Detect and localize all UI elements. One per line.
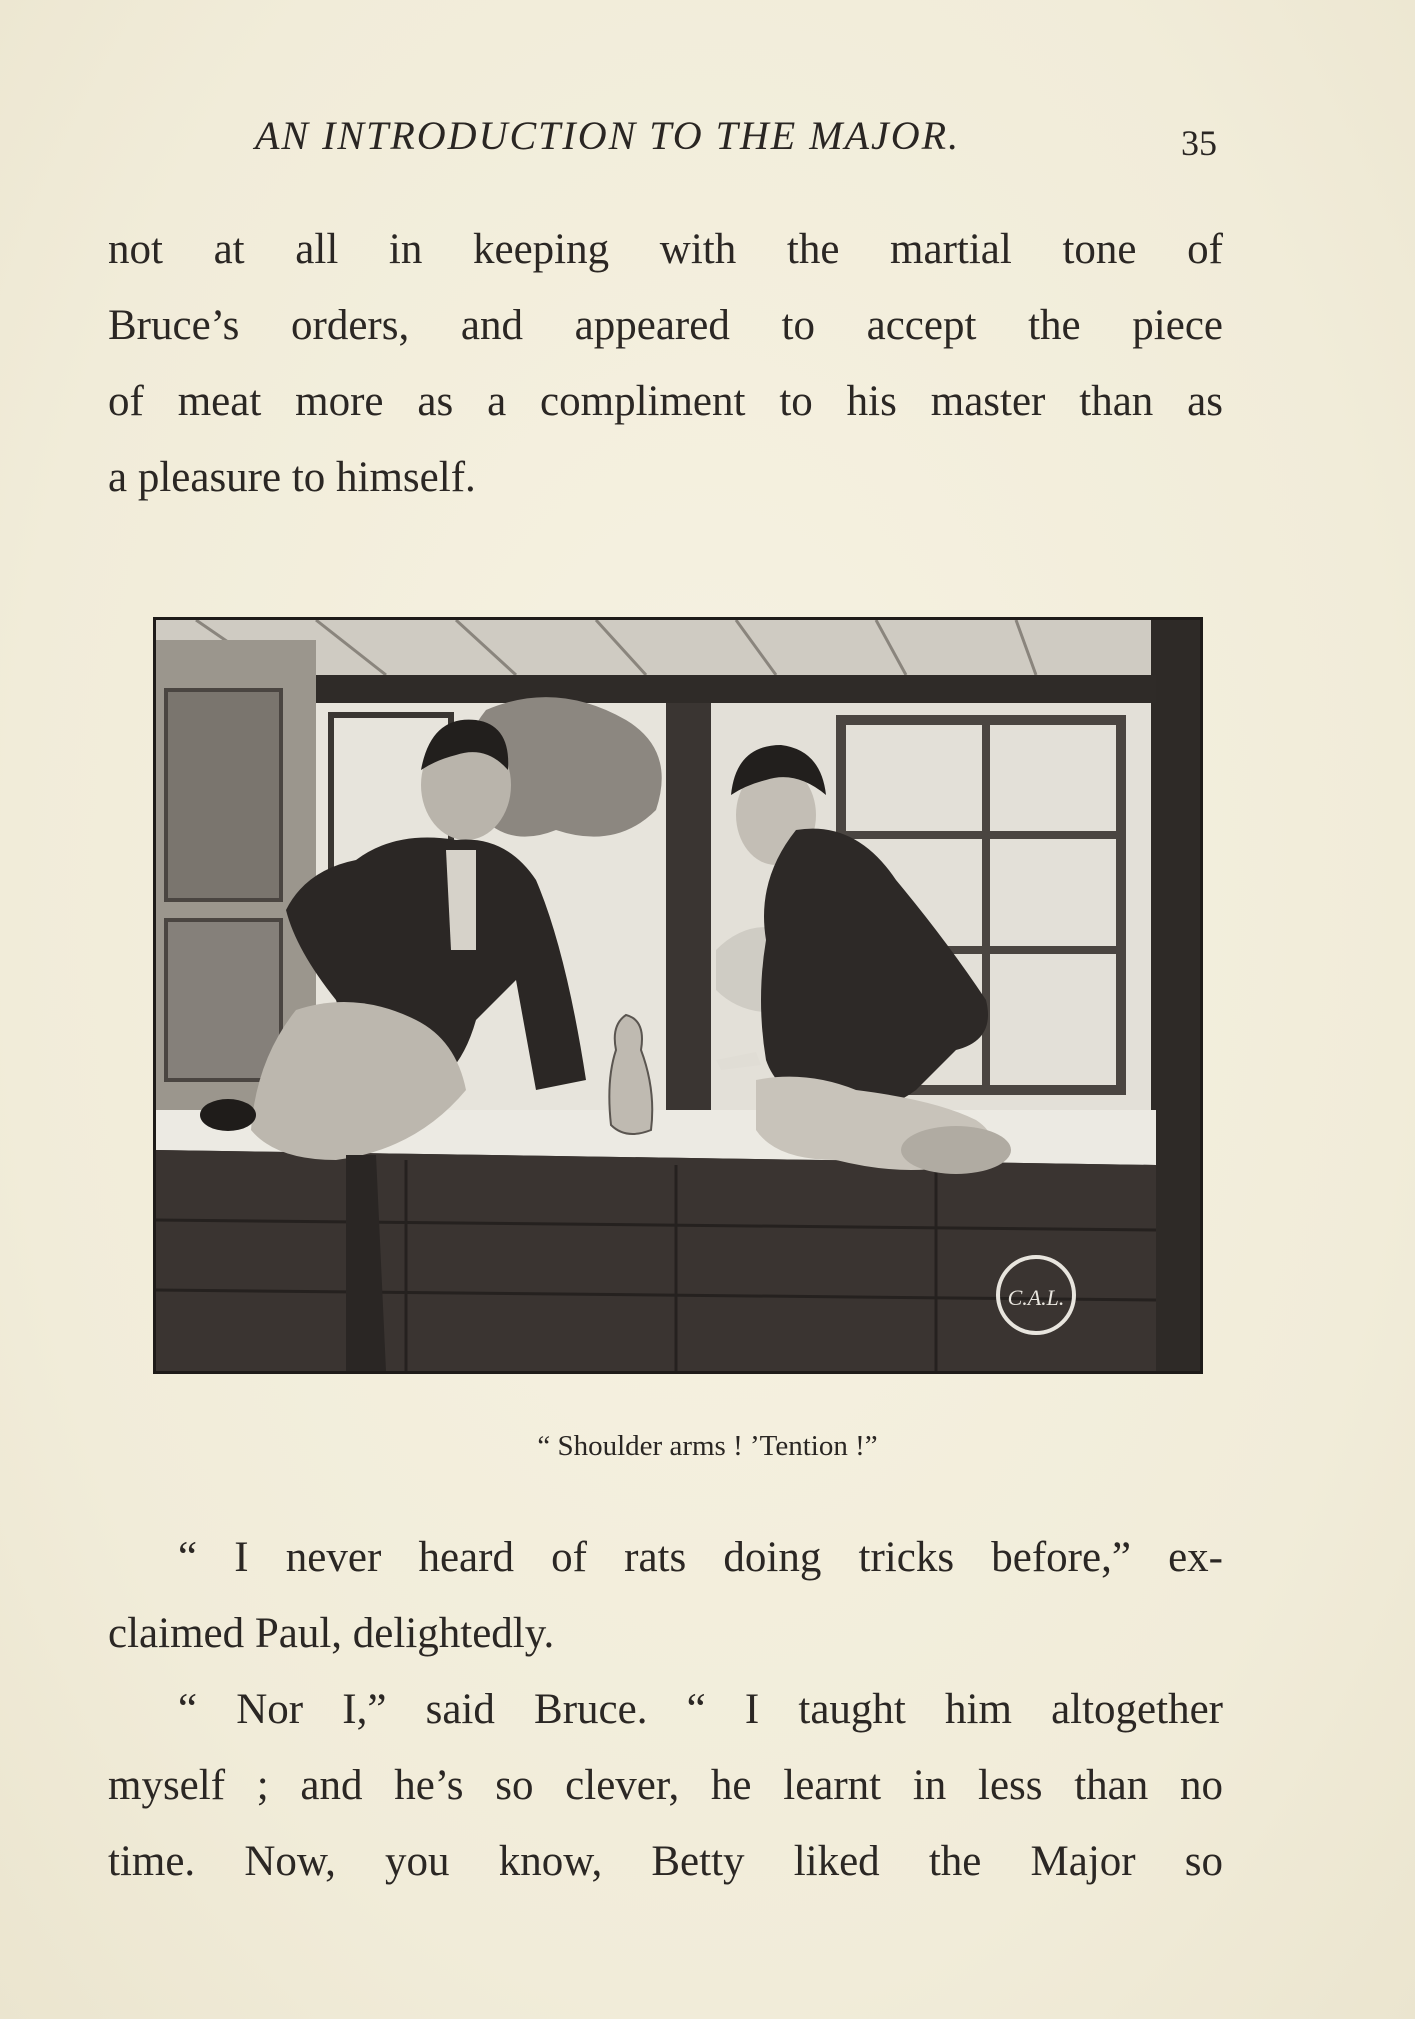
text-line: myself ; and he’s so clever, he learnt in less than no — [108, 1762, 1223, 1809]
text-line: claimed Paul, delightedly. — [108, 1610, 555, 1657]
paragraph-paul — [108, 1520, 1223, 1672]
text-line: not at all in keeping with the martial tone of — [108, 226, 1223, 273]
text-line: a pleasure to himself. — [108, 454, 476, 501]
illustration-drawing — [156, 620, 1200, 1371]
text-line: Bruce’s orders, and appeared to accept the piece — [108, 302, 1223, 349]
illustration-two-boys-and-rat — [153, 617, 1203, 1374]
text-line: “ Nor I,” said Bruce. “ I taught him altogether — [178, 1686, 1223, 1733]
illustration-caption: “ Shoulder arms ! ’Tention !” — [537, 1430, 878, 1462]
artist-monogram: C.A.L. — [1007, 1285, 1065, 1310]
running-title: AN INTRODUCTION TO THE MAJOR. — [255, 113, 961, 158]
page-number: 35 — [1181, 123, 1217, 163]
text-line: time. Now, you know, Betty liked the Major so — [108, 1838, 1223, 1885]
paragraph-continued — [108, 212, 1223, 516]
paragraph-bruce — [108, 1672, 1223, 1900]
text-line: of meat more as a compliment to his master than as — [108, 378, 1223, 425]
text-line: “ I never heard of rats doing tricks before,” ex- — [178, 1534, 1223, 1581]
